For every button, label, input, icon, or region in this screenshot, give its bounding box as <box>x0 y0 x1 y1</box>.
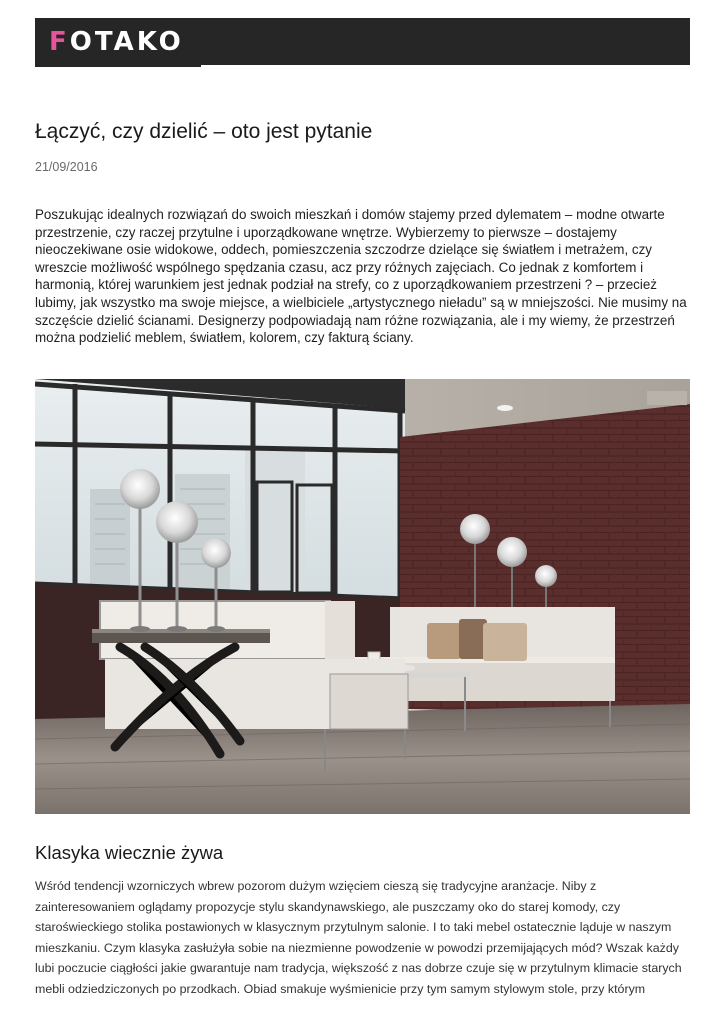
section-text: Wśród tendencji wzorniczych wbrew pozorom dużym wzięciem cieszą się tradycyjne aranżacje. Niby z zainteresowaniem oglądamy propozycje stylu skandynawskiego, ale puszczamy oko do starej komody, czy staroświeckiego stolika postawionych w klasycznym przytulnym salonie. I to taki mebel ostatecznie ląduje w naszym mieszkaniu. Czym klasyka zasłużyła sobie na niezmienne powodzenie w powodzi przemijających mód? Wszak każdy lubi poczucie ciągłości jakie gwarantuje nam tradycja, większość z nas dobrze czuje się w przytulnym klimacie starych mebli odziedziczonych po przodkach. Obiad smakuje wyśmienicie przy tym samym stylowym stole, przy którym <box>35 879 682 996</box>
article-intro: Poszukując idealnych rozwiązań do swoich mieszkań i domów stajemy przed dylematem – modne otwarte przestrzenie, czy raczej przytulne i uporządkowane wnętrze. Wybierzemy to pierwsze – dostajemy nieoczekiwane osie widokowe, oddech, pomieszczenia szczodrze dzielące się światłem i metrażem, czy wreszcie możliwość wspólnego spędzania czasu, acz przy różnych zajęciach. Co jednak z komfortem i harmonią, której warunkiem jest jednak podział na strefy, co z uporządkowaniem przestrzeni ? – przecież lubimy, jak wszystko ma swoje miejsce, a wielbiciele „artystycznego nieładu” są w mniejszości. Nie musimy na szczęście dzielić ścianami. Designerzy podpowiadają nam różne rozwiązania, ale i my wiemy, że przestrzeń można podzielić meblem, światłem, kolorem, czy fakturą ściany. <box>35 207 687 346</box>
site-header <box>35 18 690 65</box>
logo-text <box>49 27 184 57</box>
section-heading: Klasyka wiecznie żywa <box>35 842 224 863</box>
interior-photo <box>35 379 690 814</box>
article-title: Łączyć, czy dzielić – oto jest pytanie <box>35 120 373 143</box>
article-date: 21/09/2016 <box>35 160 98 174</box>
logo-accent-letter: F <box>49 27 70 57</box>
logo-rest: OTAKO <box>69 27 184 57</box>
site-logo[interactable] <box>49 26 184 58</box>
header-underline <box>35 65 201 67</box>
